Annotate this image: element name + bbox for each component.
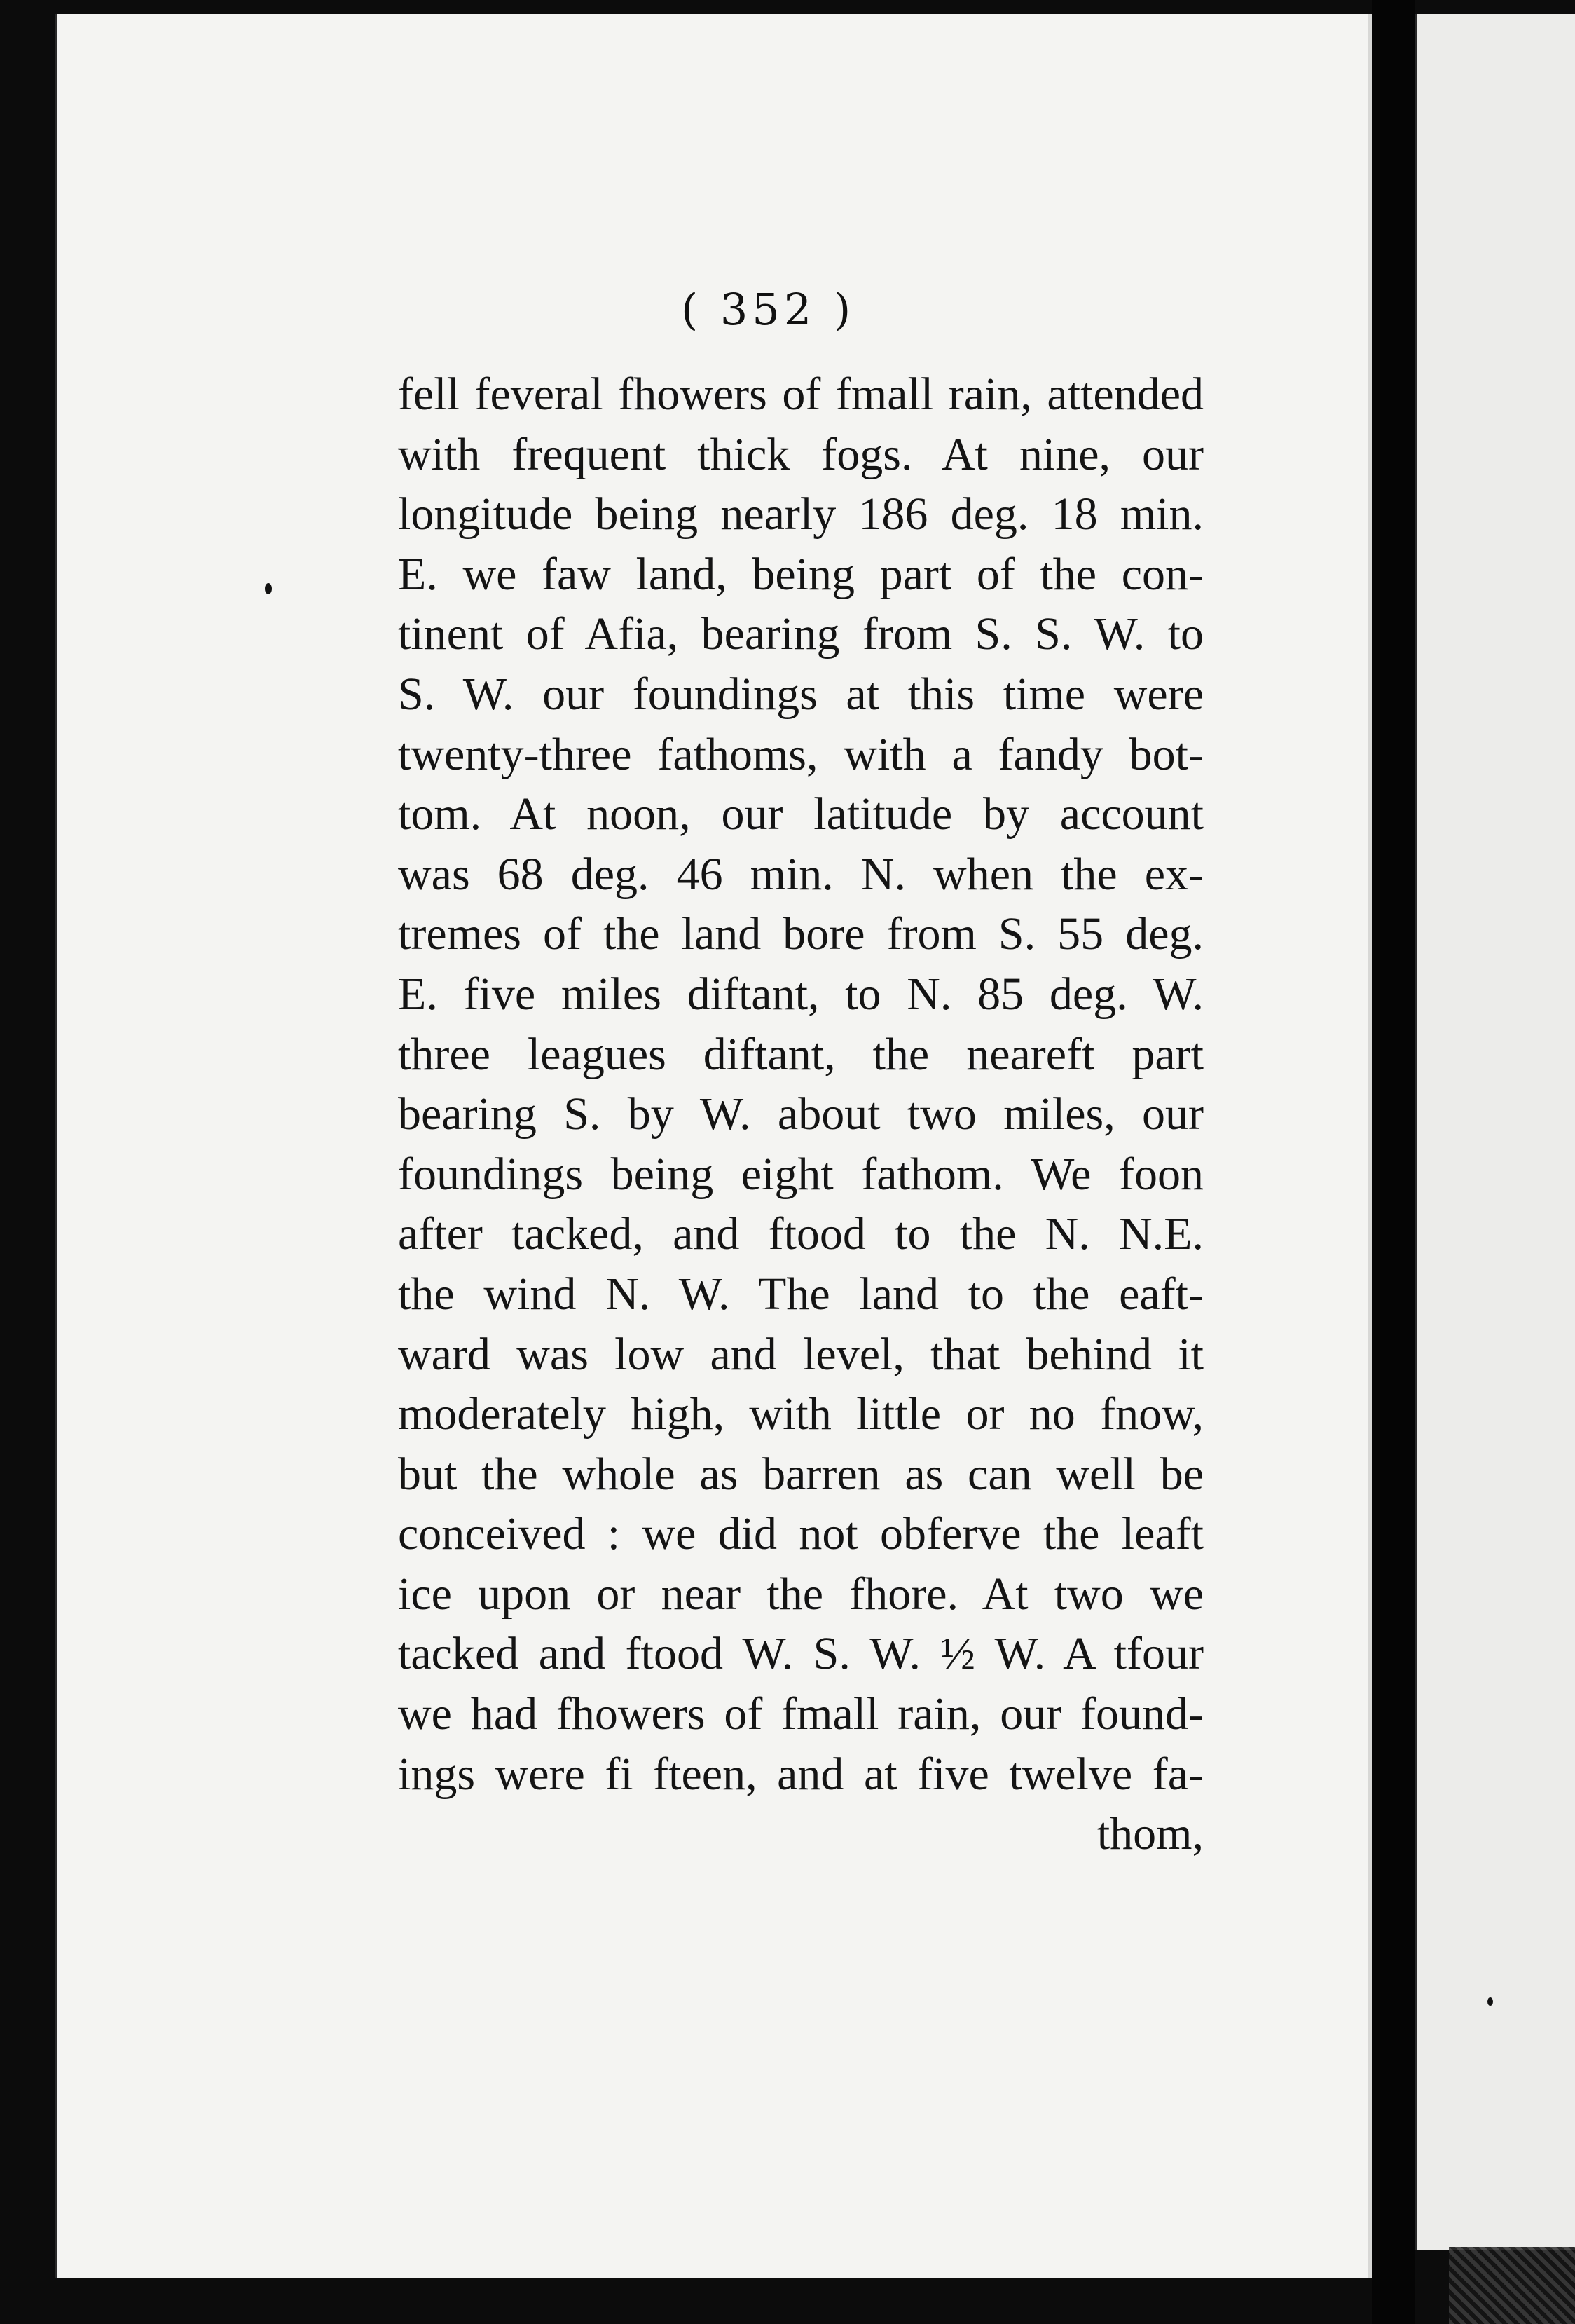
text-line: tremes of the land bore from S. 55 deg. (398, 908, 1204, 960)
ink-speck (265, 583, 272, 594)
text-line: three leagues diftant, the neareft part (398, 1028, 1204, 1080)
text-line: longitude being nearly 186 deg. 18 min. (398, 488, 1204, 540)
catchword: thom, (1096, 1808, 1204, 1860)
text-line: foundings being eight fathom. We foon (398, 1148, 1204, 1200)
text-line: was 68 deg. 46 min. N. when the ex- (398, 848, 1204, 900)
text-line: with frequent thick fogs. At nine, our (398, 428, 1204, 480)
text-line: but the whole as barren as can well be (398, 1448, 1204, 1500)
text-line: tom. At noon, our latitude by account (398, 788, 1204, 840)
ink-speck (1487, 1997, 1493, 2006)
text-line: tacked and ftood W. S. W. ½ W. A tfour (398, 1628, 1204, 1680)
text-line: E. five miles diftant, to N. 85 deg. W. (398, 968, 1204, 1020)
text-line: fell feveral fhowers of fmall rain, attended (398, 369, 1204, 420)
text-line: tinent of Afia, bearing from S. S. W. to (398, 608, 1204, 660)
text-line: moderately high, with little or no fnow, (398, 1388, 1204, 1440)
text-line: ice upon or near the fhore. At two we (398, 1568, 1204, 1620)
text-line: ings were fi fteen, and at five twelve fa- (398, 1748, 1204, 1800)
text-line: S. W. our foundings at this time were (398, 668, 1204, 720)
text-line: bearing S. by W. about two miles, our (398, 1088, 1204, 1140)
text-line: the wind N. W. The land to the eaft- (398, 1268, 1204, 1320)
book-gutter (1372, 0, 1415, 2324)
text-line: twenty-three fathoms, with a fandy bot- (398, 728, 1204, 780)
body-text (398, 364, 1204, 1864)
text-line: we had fhowers of fmall rain, our found- (398, 1688, 1204, 1740)
text-line: after tacked, and ftood to the N. N.E. (398, 1208, 1204, 1260)
text-line: conceived : we did not obferve the leaft (398, 1508, 1204, 1560)
page-number: ( 352 ) (681, 284, 855, 335)
adjacent-page-edge (1415, 14, 1575, 2250)
show-through-text (982, 280, 993, 329)
text-line: ward was low and level, that behind it (398, 1328, 1204, 1380)
text-line: E. we faw land, being part of the con- (398, 548, 1204, 600)
scan-corner-noise (1449, 2247, 1575, 2324)
book-page (55, 14, 1373, 2278)
